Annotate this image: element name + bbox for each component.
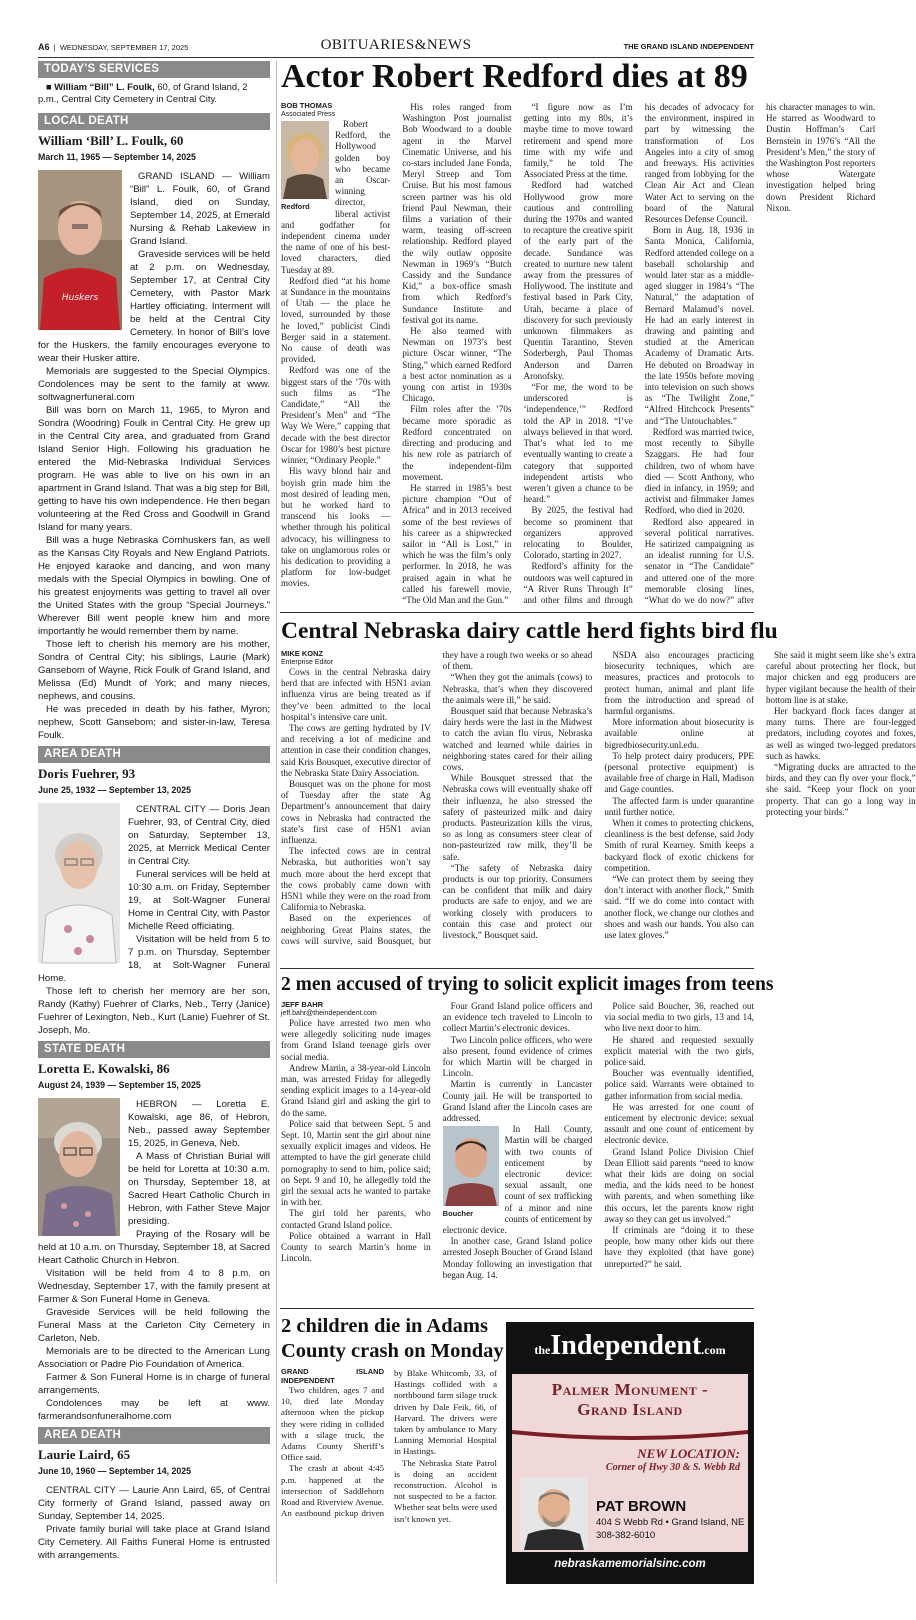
obit-section-label: AREA DEATH: [38, 746, 270, 763]
column-divider: [276, 61, 277, 1583]
obit-name: Loretta E. Kowalski, 86: [38, 1061, 170, 1076]
obit-body: CENTRAL CITY — Laurie Ann Laird, 65, of Central City formerly of Grand Island, passed away on Sunday, September 14, 2025. Private family burial will take place at Grand Island City Cemetery. All Faiths Funeral Home is entrusted with arrangements.: [38, 1485, 270, 1561]
obit-dates: August 24, 1939 — September 15, 2025: [38, 1080, 201, 1090]
obit-photo-kowalski: [38, 1098, 120, 1236]
byline: JEFF BAHR jeff.bahr@theindependent.com: [281, 1000, 377, 1017]
obit-section-label: AREA DEATH: [38, 1427, 270, 1444]
byline: MIKE KONZ Enterprise Editor: [281, 649, 334, 666]
svg-text:Huskers: Huskers: [61, 293, 99, 303]
service-listing: ■ William “Bill” L. Foulk, 60, of Grand Island, 2 p.m., Central City Cemetery in Central City.: [38, 81, 248, 104]
obit-name: Doris Fuehrer, 93: [38, 766, 136, 781]
independent-logo: theIndependent.com: [534, 1330, 726, 1361]
separator: [280, 968, 754, 969]
article-crash-body: GRAND ISLAND INDEPENDENT Two children, ages 7 and 10, died late Monday afternoon when the pickup they were riding in collided with a silage truck, the Adams County Sheriff’s Office said. The crash at about 4:45 p.m. happened at the intersection of Saddlehorn Road and Riverview Avenue. An eastbound pickup driven by Blake Whitcomb, 33, of Hastings collided with a northbound farm silage truck driven by Dale Feik, 66, of Harvard. The drivers were taken by ambulance to Mary Lanning Memorial Hospital in Hastings. The Nebraska State Patrol is doing an accident reconstruction. Alcohol is not suspected to be a factor. Whether seat belts were used isn’t known yet.: [281, 1367, 497, 1524]
article-redford-body: BOB THOMAS Associated Press Redford Robert Redford, the Hollywood golden boy who became an Oscar-winning director, liberal activist and godfather for independent cinema under the name of one of his best-loved characters, died Tuesday at 89. Redford died “at his home at Sundance in the mountains of Utah — the place he loved, surrounded by those he loved,” publicist Cindi Berger said in a statement. No cause of death was provided. Redford was one of the biggest stars of the ’70s with such films as “The Candidate,” “All the President’s Men” and “The Way We Were,” capping that decade with the best director Oscar for 1980’s best picture winner, “Ordinary People.” His wavy blond hair and boyish grin made him the most desired of leading men, but he worked hard to transcend his looks — whether through his political advocacy, his willingness to take on unglamorous roles or his dedication to providing a platform for low-budget movies. His roles ranged from Washington Post journalist Bob Woodward to a double agent in the Marvel Cinematic Universe, and his co-stars included Jane Fonda, Meryl Streep and Tom Cruise. But his most famous screen partner was his old friend Paul Newman, their films a variation of their warm, teasing off-screen relationship. Redford played the wily outlaw opposite Newman in 1969’s “Butch Cassidy and the Sundance Kid,” a box-office smash from which Redford’s Sundance Institute and festival got its name. He also teamed with Newman on 1973’s best picture Oscar winner, “The Sting,” which earned Redford a best actor nomination as a young con artist in 1930s Chicago. Film roles after the ’70s became more sporadic as Redford concentrated on directing and producing and his new role as patriarch of the independent-film movement. He starred in 1985’s best picture champion “Out of Africa” and in 2013 received some of the best reviews of his career as a shipwrecked sailor in “All is Lost,” in which he was the film’s only performer. In 2018, he was praised again in what he called his farewell movie, “The Old Man and the Gun.” “I figure now as I’m getting into my 80s, it’s maybe time to move toward retirement and spend more time with my wife and family,” he told The Associated Press at the time. Redford had watched Hollywood grow more cautious and controlling during the 1970s and wanted to recapture the creative spirit of the early part of the decade. Sundance was created to nurture new talent away from the pressures of Hollywood. The institute and festival based in Park City, Utah, became a place of discovery for such previously unknown filmmakers as Quentin Tarantino, Steven Soderbergh, Paul Thomas Anderson and Darren Aronofsky. “For me, the word to be underscored is ‘independence,’” Redford told the AP in 2018. “I’ve always believed in that word. That’s what led to me eventually wanting to create a category that supported independent artists who weren’t given a chance to be heard.” By 2025, the festival had become so prominent that organizers approved relocating to Boulder, Colorado, starting in 2027. Redford’s affinity for the outdoors was well captured in “A River Runs Through It” and other films and through his decades of advocacy for the environment, inspired in part by witnessing the transformation of Los Angeles into a city of smog and freeways. His activities ranged from lobbying for the Clean Air Act and Clean Water Act to serving on the board of the Natural Resources Defense Council. Born in Aug. 18, 1936 in Santa Monica, California, Redford attended college on a baseball scholarship and would later star as a middle-aged slugger in 1984’s “The Natural,” the adaptation of Bernard Malamud’s novel. He had an early interest in drawing and painting and studied at the American Academy of Dramatic Arts. He debuted on Broadway in the late 1950s before moving into television on such shows as “The Twilight Zone,” “Alfred Hitchcock Presents” and “The Untouchables.” Redford was married twice, most recently to Sibylle Szaggars. He had four children, two of whom have died — Scott Anthony, who died in infancy, in 1959; and activist and filmmaker James Redford, who died in 2020. Redford also appeared in several political narratives. He satirized campaigning as an idealist running for U.S. senator in “The Candidate” and uttered one of the more memorable closing lines, “What do we do now?” after his character manages to win. He starred as Woodward to Dustin Hoffman’s Carl Bernstein in 1976’s “All the President’s Men,” the story of the Washington Post reporters whose Watergate investigation helped bring down President Richard Nixon.: [281, 101, 876, 605]
obit-body: HEBRON — Loretta E. Kowalski, age 86, of Hebron, Neb., passed away September 15, 2025, in Geneva, Neb. A Mass of Christian Burial will be held for Loretta at 10:30 a.m. on Thursday, September 18, at Sacred Heart Catholic Church in Hebron, with Father Steve Major presiding. Praying of the Rosary will be held at 10 a.m. on Thursday, September 18, at Sacred Heart Catholic Church in Hebron. Visitation will be held from 4 to 8 p.m. on Wednesday, September 17, with the family present at Farmer & Son Funeral Home in Geneva. Graveside Services will be held following the Funeral Mass at the Carleton City Cemetery in Carleton, Neb. Memorials are to be directed to the American Lung Association or Padre Pio Foundation of America. Farmer & Son Funeral Home is in charge of funeral arrangements. Condolences may be left at www. farmerandsonfuneralhome.com: [38, 1099, 270, 1422]
obit-body: GRAND ISLAND — William “Bill” L. Foulk, 60, of Grand Island, died on Sunday, September 14, 2025, at Emerald Nursing & Rehab Lakeview in Grand Island. Graveside services will be held at 2 p.m. on Wednesday, September 17, at Central City Cemetery, with Pastor Mark Hartley officiating. Interment will be held at the Central City Cemetery. In honor of Bill’s love for the Huskers, the family encourages everyone to wear their Husker attire. Memorials are suggested to the Special Olympics. Condolences may be sent to the family at www. soltwagnerfuneral.com Bill was born on March 11, 1965, to Myron and Sondra (Woodring) Foulk in Central City. He grew up in the Central City area, and graduated from Grand Island Senior High. Following his graduation he entered the Mid-Nebraska Individual Services program. He was able to live on his own in an apartment in Grand Island. That was a big step for Bill, getting to have his own independence. He then began volunteering at the Red Cross and Goodwill in Grand Island for many years. Bill was a huge Nebraska Cornhuskers fan, as well as the Kansas City Royals and New England Patriots. He enjoyed karaoke and dancing, and won many medals with the Special Olympics in bowling. One of his greatest enjoyments was getting to travel all over the United States with the group “Special Journeys.” Wherever Bill went people knew him and more importantly he would remember them by name. Those left to cherish his memory are his mother, Sondra of Central City; his siblings, Laurie (Mark) Gansebom of Wayne, Rick Foulk of Grand Island, and Melissa (Ed) Mundt of York; and many nieces, nephews, and cousins. He was preceded in death by his father, Myron; nephew, Scott Gansebom; and sister-in-law, Teresa Foulk.: [38, 171, 270, 741]
obit-photo-fuehrer: [38, 803, 120, 963]
separator: [280, 612, 754, 613]
article-solicit-body: JEFF BAHR jeff.bahr@theindependent.com Police have arrested two men who were allegedly soliciting nude images from Grand Island teenage girls over social media. Andrew Martin, a 38-year-old Lincoln man, was arrested Friday for allegedly sending explicit images to a 14-year-old Grand Island girl and asking the girl to do the same. Police said that between Sept. 5 and Sept. 10, Martin sent the girl about nine sexually explicit images and videos. He attempted to have the girl generate child pornography to send to him, police said; on Sept. 9 and 10, he allegedly told the girl the sexual acts he wanted to partake in with her. The girl told her parents, who contacted Grand Island police. Police obtained a warrant in Hall County to search Martin’s home in Lincoln. Four Grand Island police officers and an evidence tech traveled to Lincoln to collect Martin’s electronic devices. Two Lincoln police officers, who were also present, found evidence of crimes for which Martin will be charged in Lincoln. Martin is currently in Lancaster County jail. He will be transported to Grand Island after the Lincoln cases are addressed. Boucher In Hall County, Martin will be charged with two counts of enticement by electronic device: sexual assault, one count of sex trafficking of a minor and nine counts of enticement by electronic device. In another case, Grand Island police arrested Joseph Boucher of Grand Island Monday following an investigation that began Aug. 14. Police said Boucher, 36, reached out via social media to two girls, 13 and 14, who live next door to him. He shared and requested sexually explicit material with the two girls, police said. Boucher was eventually identified, police said. Warrants were obtained to gather information from social media. He was arrested for one count of enticement by electronic device: sexual assault and one count of enticement by electronic device. Grand Island Police Division Chief Dean Elliott said parents “need to know what their kids are doing on social media, and the kids need to be honest with parents, and when something like this occurs, let the parents know right away so they can get us involved.” If criminals are “doing it to these people, how many other kids out there have they exploited (that have gone) unreported?” he said.: [281, 1000, 754, 1280]
headline-solicit: 2 men accused of trying to solicit explicit images from teens: [281, 974, 774, 995]
ad-title: Palmer Monument - Grand Island: [551, 1380, 709, 1419]
page-number-date: A6 | WEDNESDAY, SEPTEMBER 17, 2025: [38, 42, 189, 52]
article-dairy-body: MIKE KONZ Enterprise Editor Cows in the central Nebraska dairy herd that are infected with H5N1 avian influenza virus are being treated as if they’ve been admitted to the local hospital’s intensive care unit. The cows are getting hydrated by IV and receiving a lot of medicine and attention in case their condition changes, said Kris Bousquet, executive director of the Nebraska State Dairy Association. Bousquet was on the phone for most of Tuesday after the state Ag Department’s announcement that dairy cows in Nebraska had contracted the state’s first case of H5N1 avian influenza. The infected cows are in central Nebraska, but authorities won’t say much more about the herd except that the cows probably came down with H5N1 while they were on the road from California to Nebraska. Based on the experiences of neighboring Great Plains states, the cows will survive, said Bousquet, but they have a rough two weeks or so ahead of them. “When they got the animals (cows) to Nebraska, that’s when they discovered the animals were ill,” he said. Bousquet said that because Nebraska’s dairy herds were the last in the Midwest to catch the avian flu virus, Nebraska watched and learned while dairies in neighboring states cared for their ailing cows. While Bousquet stressed that the Nebraska cows will eventually shake off their influenza, he also stressed the safety of pasteurized milk and dairy products. Pasteurization kills the virus, so as long as consumers steer clear of non-pasteurized raw milk, they’ll be safe. “The safety of Nebraska dairy products is our top priority. Consumers can be confident that milk and dairy products are safe to enjoy, and we are working closely with producers to contain this case and protect our livestock,” Bousquet said. NSDA also encourages practicing biosecurity techniques, which are measures, practices and protocols to protect human, animal and plant life from the introduction and spread of harmful organisms. More information about biosecurity is available online at bigredbiosecurity.unl.edu. To help protect dairy producers, PPE (personal protective equipment) is available free of charge in Hall, Madison and Gage counties. The affected farm is under quarantine until further notice. When it comes to protecting chickens, cleanliness is the best defense, said Jody Smith of rural Kearney. Smith keeps a backyard flock of exotic chickens for competition. “We can protect them by seeing they don’t interact with another flock,” Smith said. “If we do come into contact with another flock, we change our clothes and shoes and wash our hands. You also can use latex gloves.” She said it might seem like she’s extra careful about protecting her flock, but major chicken and egg producers are hyper vigilant because the health of their bottom line is at stake. Her backyard flock faces danger at many turns. There are four-legged predators, including coyotes and foxes, as well as winged two-legged predators such as hawks. “Migrating ducks are attracted to the birds, and they can fly over your flock,” she said. “Keep your flock on your property. That can go a long way in protecting your birds.”: [281, 649, 916, 946]
headline-crash: 2 children die in Adams County crash on Monday: [281, 1315, 504, 1362]
obit-section-label: LOCAL DEATH: [38, 113, 270, 130]
obit-photo-foulk: [38, 170, 122, 330]
todays-services-heading: TODAY'S SERVICES: [38, 61, 270, 78]
obit-section-label: STATE DEATH: [38, 1041, 270, 1058]
ad-panel: [512, 1374, 748, 1552]
byline: BOB THOMAS Associated Press: [281, 101, 336, 118]
ad-website-link[interactable]: nebraskamemorialsinc.com: [554, 1558, 706, 1570]
pat-brown-photo: [520, 1478, 588, 1550]
separator: [280, 1308, 754, 1309]
masthead: [38, 37, 754, 54]
obit-dates: June 10, 1960 — September 14, 2025: [38, 1466, 192, 1476]
photo-caption: Boucher: [442, 1209, 474, 1219]
obit-name: Laurie Laird, 65: [38, 1447, 131, 1462]
obit-dates: March 11, 1965 — September 14, 2025: [38, 152, 196, 162]
section-title: OBITUARIES&NEWS: [320, 37, 472, 53]
headline-dairy: Central Nebraska dairy cattle herd fights bird flu: [281, 618, 778, 644]
ad-new-location: NEW LOCATION: Corner of Hwy 30 & S. Webb Rd: [605, 1446, 740, 1473]
boucher-photo: [443, 1126, 499, 1218]
redford-photo: [281, 121, 329, 211]
ad-divider-swoosh: [512, 1426, 748, 1440]
paper-name: THE GRAND ISLAND INDEPENDENT: [623, 42, 754, 51]
obit-name: William ‘Bill’ L. Foulk, 60: [38, 133, 184, 148]
ad-contact: PAT BROWN 404 S Webb Rd • Grand Island, NE 308-382-6010: [596, 1498, 745, 1541]
obit-body: CENTRAL CITY — Doris Jean Fuehrer, 93, of Central City, died on Saturday, September 13, 2025, at Merrick Medical Center in Central City. Funeral services will be held at 10:30 a.m. on Friday, September 19, at Solt-Wagner Funeral Home in Central City, with Pastor Michelle Reed officiating. Visitation will be held from 5 to 7 p.m. on Thursday, September 18, at Solt-Wagner Funeral Home. Those left to cherish her memory are her son, Randy (Kathy) Fuehrer of Clarks, Neb., Terry (Janice) Fuehrer of Lexington, Neb., Kurt (Lanie) Fuehrer of St. Joseph, Mo.: [38, 804, 270, 1036]
photo-caption: Redford: [281, 202, 310, 212]
byline: GRAND ISLAND INDEPENDENT: [281, 1367, 384, 1385]
obituaries-sidebar: [38, 61, 270, 1562]
headline-redford: Actor Robert Redford dies at 89: [281, 58, 748, 95]
obit-dates: June 25, 1932 — September 13, 2025: [38, 785, 192, 795]
palmer-monument-ad[interactable]: [506, 1322, 754, 1584]
